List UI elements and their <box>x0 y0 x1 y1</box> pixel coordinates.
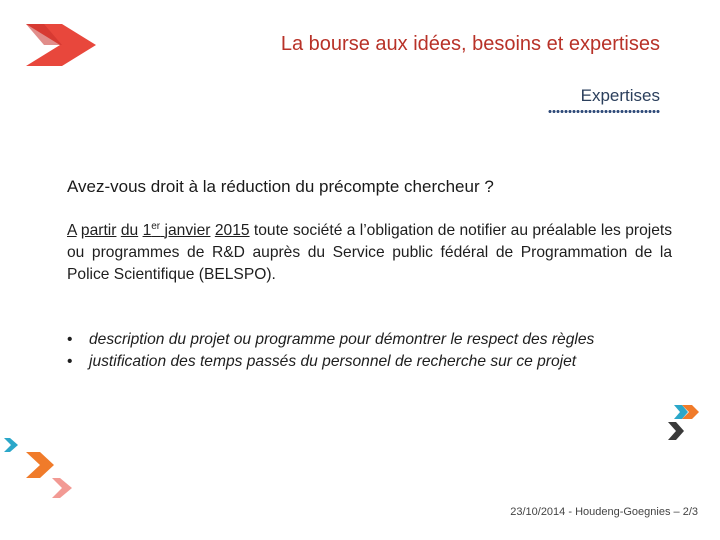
para-word: du <box>120 222 139 239</box>
bullet-icon: • <box>67 331 73 348</box>
dotted-underline <box>548 109 660 114</box>
chevron-cluster-icon <box>2 432 78 504</box>
question-heading: Avez-vous droit à la réduction du précompte chercheur ? <box>67 177 494 196</box>
bullet-text: justification des temps passés du personnel de recherche sur ce projet <box>89 353 577 370</box>
section-label: Expertises <box>580 86 660 105</box>
para-word: A <box>67 222 77 239</box>
chevron-cluster-icon <box>664 402 704 444</box>
para-date-num: 1 <box>142 222 152 239</box>
section-header <box>548 86 660 114</box>
bullet-text: description du projet ou programme pour démontrer le respect des règles <box>89 331 595 348</box>
para-year: 2015 <box>214 222 250 239</box>
list-item <box>67 329 687 351</box>
footer-text: 23/10/2014 - Houdeng-Goegnies – 2/3 <box>510 506 698 518</box>
page-title: La bourse aux idées, besoins et expertises <box>280 33 660 55</box>
bullet-list <box>67 329 687 373</box>
para-word: janvier <box>164 222 211 239</box>
para-date <box>143 222 211 239</box>
para-date-sup: er <box>151 220 161 232</box>
bullet-icon: • <box>67 353 73 370</box>
intro-paragraph <box>67 220 672 286</box>
para-rest: toute société a l’obligation de notifier au préalable les projets ou programmes de R&D auprès du Service public fédéral de Programmation de la Police Scientifique (BELSPO). <box>67 222 673 283</box>
chevron-logo-icon <box>22 22 98 68</box>
list-item <box>67 351 687 373</box>
para-word: partir <box>80 222 117 239</box>
